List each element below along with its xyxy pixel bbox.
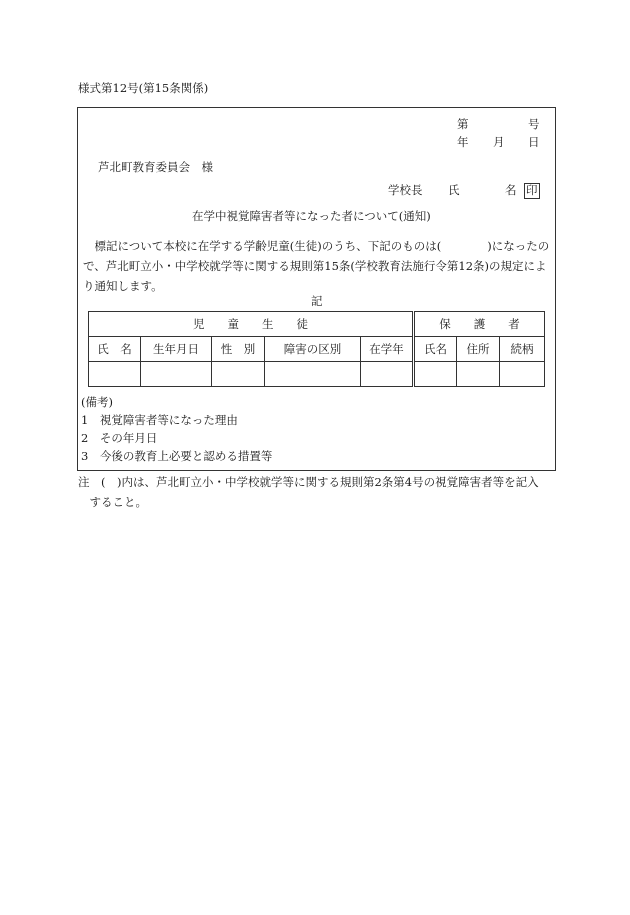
col-relationship: 続柄: [500, 337, 545, 362]
cell-gender[interactable]: [212, 362, 265, 387]
doc-number-label-a: 第: [457, 117, 469, 131]
sender-name-label-b: 名: [505, 183, 517, 197]
addressee: 芦北町教育委員会 様: [98, 160, 213, 174]
footnote-line: すること。: [78, 495, 147, 509]
col-grade: 在学年: [361, 337, 414, 362]
remark-item: 1 視覚障害者等になった理由: [81, 413, 238, 427]
cell-relationship[interactable]: [500, 362, 545, 387]
date-day-label: 日: [528, 135, 540, 149]
doc-number-label-b: 号: [528, 117, 540, 131]
date-month-label: 月: [493, 135, 505, 149]
cell-grade[interactable]: [361, 362, 414, 387]
group-guardian-header: 保 護 者: [414, 312, 545, 337]
date-year-label: 年: [457, 135, 469, 149]
col-birthdate: 生年月日: [141, 337, 212, 362]
document-title: 在学中視覚障害者等になった者について(通知): [192, 209, 431, 223]
footnote-line: 注 ( )内は、芦北町立小・中学校就学等に関する規則第2条第4号の視覚障害者等を記入: [78, 475, 539, 489]
form-id: 様式第12号(第15条関係): [78, 81, 209, 95]
sender-name-label-a: 氏: [448, 183, 460, 197]
body-line: で、芦北町立小・中学校就学等に関する規則第15条(学校教育法施行令第12条)の規定によ: [83, 259, 547, 273]
col-name: 氏 名: [89, 337, 141, 362]
remark-item: 3 今後の教育上必要と認める措置等: [81, 449, 273, 463]
body-line: 標記について本校に在学する学齢児童(生徒)のうち、下記のものは( )になったの: [83, 239, 550, 253]
col-disability-type: 障害の区別: [265, 337, 361, 362]
cell-name[interactable]: [89, 362, 141, 387]
sender-title: 学校長: [388, 183, 423, 197]
remarks-title: (備考): [81, 395, 113, 409]
body-line: り通知します。: [83, 279, 163, 293]
cell-guardian-name[interactable]: [414, 362, 457, 387]
ki-label: 記: [311, 294, 323, 308]
group-student-header: 児 童 生 徒: [89, 312, 414, 337]
remark-item: 2 その年月日: [81, 431, 158, 445]
body-text: [83, 236, 553, 296]
col-guardian-name: 氏名: [414, 337, 457, 362]
seal-mark: 印: [526, 183, 538, 197]
cell-guardian-address[interactable]: [457, 362, 500, 387]
record-table: [88, 311, 545, 387]
col-gender: 性 別: [212, 337, 265, 362]
cell-birthdate[interactable]: [141, 362, 212, 387]
col-guardian-address: 住所: [457, 337, 500, 362]
cell-disability-type[interactable]: [265, 362, 361, 387]
